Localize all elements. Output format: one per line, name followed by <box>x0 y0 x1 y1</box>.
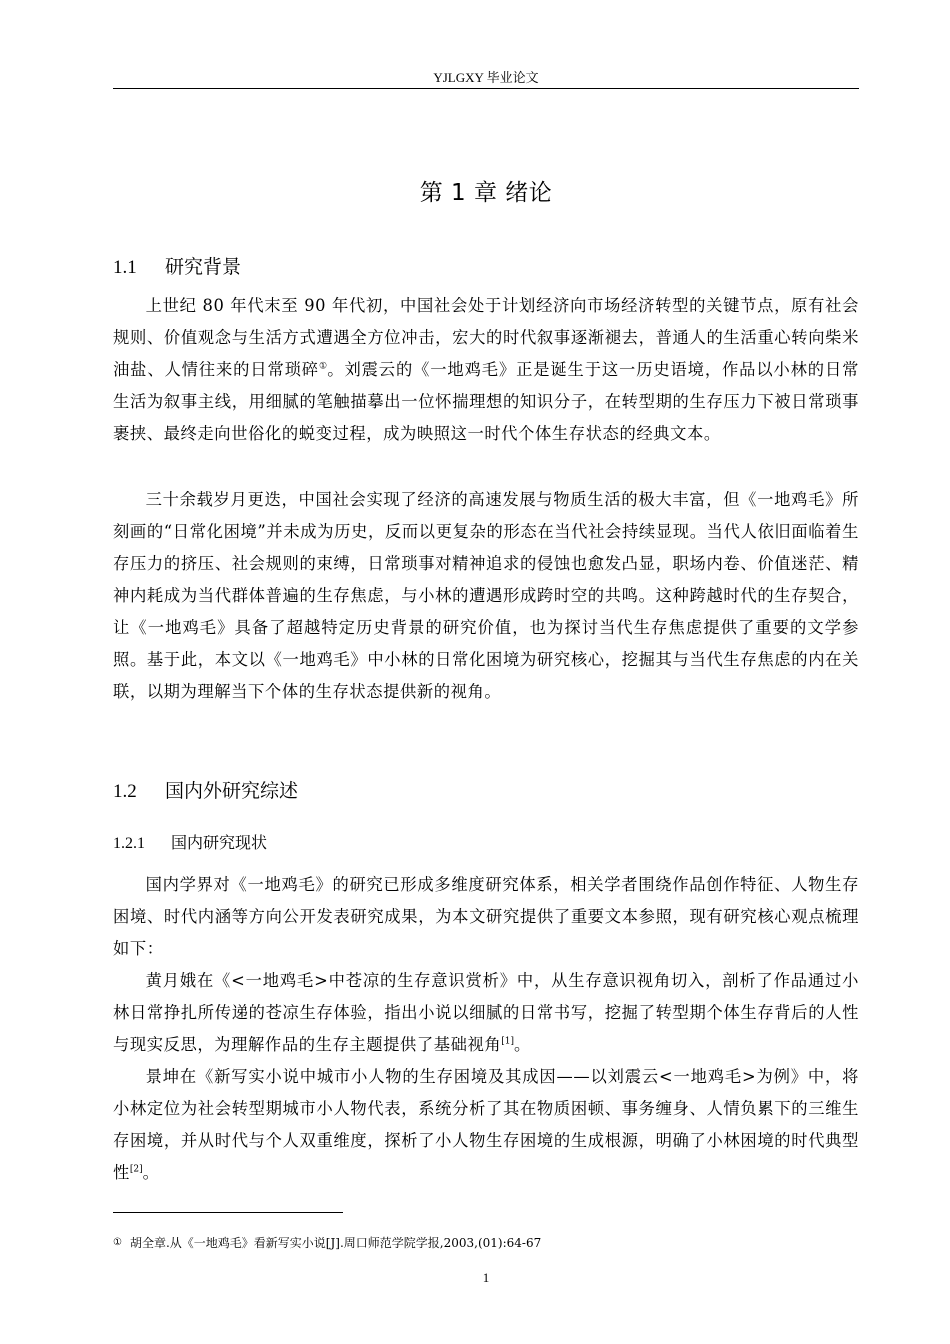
subsection-title: 国内研究现状 <box>171 833 268 852</box>
section-title: 国内外研究综述 <box>165 780 299 802</box>
chapter-title: 第 1 章 绪论 <box>419 180 553 206</box>
paragraph-text: 。刘震云的《一地鸡毛》正是诞生于这一历史语境，作品以小林的日常生活为叙事主线，用细腻的笔触描摹出一位怀揣理想的知识分子，在转型期的生存压力下被日常琐事裹挟、最终走向世俗化的蜕变过程，成为映照这一时代个体生存状态的经典文本。 <box>113 360 860 443</box>
footnote-text: 胡全章.从《一地鸡毛》看新写实小说[J].周口师范学院学报,2003,(01):64-67 <box>129 1236 542 1250</box>
paragraph-huang-yuee <box>113 965 859 1061</box>
footnote-mark: ① <box>113 1237 122 1248</box>
section-number: 1.2 <box>113 781 137 802</box>
paragraph-text: 黄月娥在《<一地鸡毛>中苍凉的生存意识赏析》中，从生存意识视角切入，剖析了作品通过小林日常挣扎所传递的苍凉生存体验，指出小说以细腻的日常书写，挖掘了转型期个体生存背后的人性与现实反思，为理解作品的生存主题提供了基础视角 <box>113 971 859 1054</box>
paragraph-jing-kun <box>113 1061 859 1189</box>
paragraph-background-2: 三十余载岁月更迭，中国社会实现了经济的高速发展与物质生活的极大丰富，但《一地鸡毛》所刻画的“日常化困境”并未成为历史，反而以更复杂的形态在当代社会持续显现。当代人依旧面临着生存压力的挤压、社会规则的束缚，日常琐事对精神追求的侵蚀也愈发凸显，职场内卷、价值迷茫、精神内耗成为当代群体普遍的生存焦虑，与小林的遭遇形成跨时空的共鸣。这种跨越时代的生存契合，让《一地鸡毛》具备了超越特定历史背景的研究价值，也为探讨当代生存焦虑提供了重要的文学参照。基于此，本文以《一地鸡毛》中小林的日常化困境为研究核心，挖掘其与当代生存焦虑的内在关联，以期为理解当下个体的生存状态提供新的视角。 <box>113 490 859 701</box>
footnote-divider <box>113 1212 343 1213</box>
section-heading-1-1 <box>113 254 241 281</box>
running-header: YJLGXY 毕业论文 <box>433 70 539 85</box>
paragraph-text: 。 <box>142 1163 160 1182</box>
paragraph-domestic-intro: 国内学界对《一地鸡毛》的研究已形成多维度研究体系，相关学者围绕作品创作特征、人物生存困境、时代内涵等方向公开发表研究成果，为本文研究提供了重要文本参照，现有研究核心观点梳理如下： <box>113 875 859 958</box>
section-number: 1.1 <box>113 257 137 278</box>
footnote-reference[interactable]: ① <box>318 361 328 372</box>
paragraph-background-1 <box>113 290 859 450</box>
subsection-number: 1.2.1 <box>113 835 145 852</box>
section-title: 研究背景 <box>165 256 242 278</box>
paragraph-text: 。 <box>514 1035 531 1054</box>
citation-reference[interactable]: [2] <box>129 1164 143 1175</box>
subsection-heading-1-2-1 <box>113 832 267 855</box>
citation-reference[interactable]: [1] <box>501 1036 515 1047</box>
paragraph-text: 上世纪 80 年代末至 90 年代初，中国社会处于计划经济向市场经济转型的关键节点，原有社会规则、价值观念与生活方式遭遇全方位冲击，宏大的时代叙事逐渐褪去，普通人的生活重心转向柴米油盐、人情往来的日常琐碎 <box>113 296 859 379</box>
section-heading-1-2 <box>113 778 298 805</box>
paragraph-text: 景坤在《新写实小说中城市小人物的生存困境及其成因——以刘震云<一地鸡毛>为例》中，将小林定位为社会转型期城市小人物代表，系统分析了其在物质困顿、事务缠身、人情负累下的三维生存困境，并从时代与个人双重维度，探析了小人物生存困境的生成根源，明确了小林困境的时代典型性 <box>113 1067 859 1182</box>
page-number: 1 <box>482 1270 490 1285</box>
header-divider <box>113 88 859 89</box>
footnote <box>113 1235 859 1251</box>
